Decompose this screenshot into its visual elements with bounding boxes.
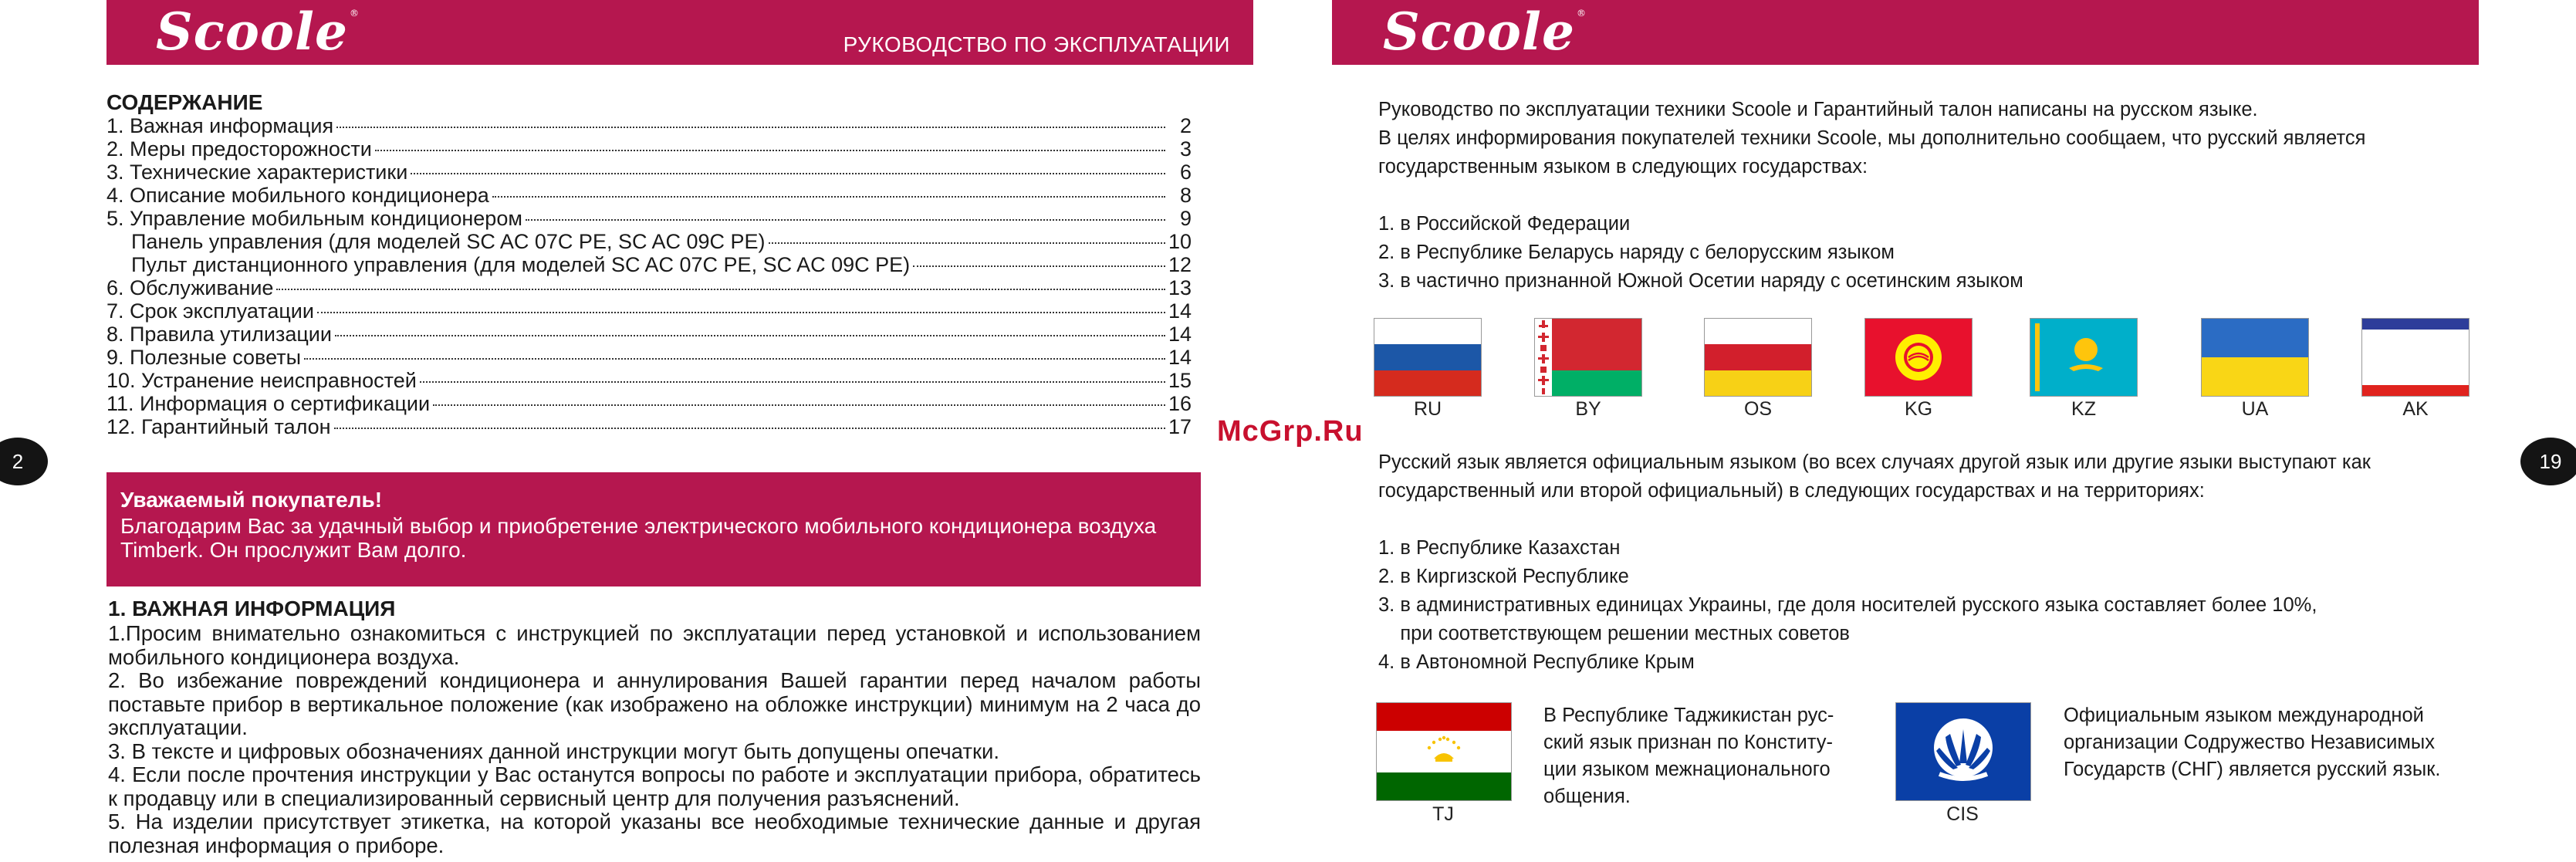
- list-item: 3. в частично признанной Южной Осетии наряду с осетинским языком: [1378, 270, 2023, 292]
- toc-row: [106, 392, 1192, 415]
- toc-label: 8. Правила утилизации: [106, 323, 332, 346]
- cis-note: [2064, 702, 2440, 783]
- list-item: при соответствующем решении местных советов: [1378, 623, 1850, 644]
- kazakhstan-flag-icon: [2030, 318, 2138, 397]
- greeting-title: Уважаемый покупатель!: [120, 488, 383, 512]
- text-line: Государств (СНГ) является русский язык.: [2064, 759, 2441, 780]
- toc-label: 7. Срок эксплуатации: [106, 299, 314, 323]
- belarus-flag-icon: [1534, 318, 1642, 397]
- toc-row: [106, 253, 1192, 276]
- flag-code: BY: [1575, 398, 1601, 420]
- brand-name: Scoole: [156, 2, 348, 62]
- list-item: 1. в Республике Казахстан: [1378, 537, 1621, 559]
- toc-page-number: 14: [1168, 299, 1192, 323]
- toc-label: 3. Технические характеристики: [106, 161, 408, 184]
- flag-code: TJ: [1432, 803, 1454, 825]
- toc-page-number: 13: [1168, 276, 1192, 299]
- toc-leader-dots: [336, 127, 1165, 128]
- south-ossetia-flag-icon: [1704, 318, 1812, 397]
- list-item: 3. в административных единицах Украины, где доля носителей русского языка составляет более 10%,: [1378, 594, 2317, 616]
- russia-flag-icon: [1374, 318, 1482, 397]
- paragraph: 2. Во избежание повреждений кондиционера и аннулирования Вашей гарантии перед началом работы поставьте прибор в вертикальное положение (как изображено на обложке инструкции) минимум на 2 часа до эксплуатации.: [108, 668, 1201, 739]
- toc-leader-dots: [492, 196, 1165, 198]
- section-title: 1. ВАЖНАЯ ИНФОРМАЦИЯ: [108, 597, 396, 620]
- toc-page-number: 3: [1179, 137, 1192, 161]
- intro-line: государственным языком в следующих государствах:: [1378, 156, 1868, 177]
- toc-row: [106, 346, 1192, 369]
- toc-leader-dots: [375, 150, 1165, 151]
- section-body: [108, 622, 1201, 857]
- page-number-left: 2: [0, 438, 48, 485]
- text-line: ции языком межнационального: [1543, 759, 1831, 780]
- toc-page-number: 6: [1179, 161, 1192, 184]
- right-header-banner: [1332, 0, 2479, 65]
- state-language-list: [1378, 210, 2023, 296]
- cis-flag-icon: [1895, 702, 2031, 801]
- paragraph: 5. На изделии присутствует этикетка, на которой указаны все необходимые технические данные и другая полезная информация о приборе.: [108, 810, 1201, 857]
- toc-leader-dots: [276, 289, 1165, 290]
- paragraph: 4. Если после прочтения инструкции у Вас останутся вопросы по работе и эксплуатации прибора, обратитесь к продавцу или в специализированный сервисный центр для получения разъяснений.: [108, 762, 1201, 810]
- toc-row: [106, 207, 1192, 230]
- toc-row: [106, 184, 1192, 207]
- toc-leader-dots: [913, 265, 1165, 267]
- toc-row: [106, 415, 1192, 438]
- greeting-box: [106, 472, 1201, 586]
- toc-label: 1. Важная информация: [106, 114, 334, 137]
- flag-code: RU: [1413, 398, 1442, 420]
- crimea-flag-icon: [2361, 318, 2470, 397]
- toc-page-number: 14: [1168, 323, 1192, 346]
- text-line: ский язык признан по Конститу-: [1543, 732, 1833, 753]
- paragraph: 1.Просим внимательно ознакомиться с инструкцией по эксплуатации перед установкой и использованием мобильного кондиционера воздуха.: [108, 621, 1201, 669]
- toc-row: [106, 137, 1192, 161]
- list-item: 4. в Автономной Республике Крым: [1378, 651, 1695, 673]
- toc-label: 11. Информация о сертификации: [106, 392, 431, 415]
- toc-label: 10. Устранение неисправностей: [106, 369, 417, 392]
- toc-page-number: 10: [1168, 230, 1192, 253]
- text-line: общения.: [1543, 786, 1631, 807]
- official-language-intro: [1378, 448, 2371, 505]
- toc-leader-dots: [526, 219, 1165, 221]
- intro-text: [1378, 96, 2365, 181]
- greeting-text: Благодарим Вас за удачный выбор и приобретение электрического мобильного кондиционера воздуха Timberk. Он прослужит Вам долго.: [120, 514, 1157, 562]
- text-line: государственный или второй официальный) в следующих государствах и на территориях:: [1378, 480, 2205, 502]
- toc-page-number: 16: [1168, 392, 1192, 415]
- tajikistan-flag-icon: [1376, 702, 1512, 801]
- toc-page-number: 14: [1168, 346, 1192, 369]
- intro-line: Руководство по эксплуатации техники Scoole и Гарантийный талон написаны на русском языке.: [1378, 99, 2258, 120]
- toc-leader-dots: [433, 404, 1165, 406]
- paragraph: 3. В тексте и цифровых обозначениях данной инструкции могут быть допущены опечатки.: [108, 739, 999, 763]
- text-line: организации Содружество Независимых: [2064, 732, 2436, 753]
- flag-code: KG: [1904, 398, 1933, 420]
- toc-row: [106, 230, 1192, 253]
- toc-leader-dots: [334, 428, 1165, 429]
- toc-label: 4. Описание мобильного кондиционера: [106, 184, 489, 207]
- toc-page-number: 2: [1179, 114, 1192, 137]
- toc-title: СОДЕРЖАНИЕ: [106, 90, 263, 114]
- flag-code: AK: [2402, 398, 2429, 420]
- left-header-banner: [106, 0, 1253, 65]
- intro-line: В целях информирования покупателей техники Scoole, мы дополнительно сообщаем, что русский является: [1378, 127, 2366, 149]
- flag-code: OS: [1743, 398, 1773, 420]
- brand-logo: [156, 2, 358, 62]
- toc-row: [106, 161, 1192, 184]
- brand-mark: ®: [1576, 8, 1587, 19]
- toc-label: 12. Гарантийный талон: [106, 415, 331, 438]
- text-line: Русский язык является официальным языком (во всех случаях другой язык или другие языки выступают как: [1378, 451, 2371, 473]
- toc-label: Пульт дистанционного управления (для моделей SC AC 07C PE, SC AC 09C PE): [131, 253, 911, 276]
- list-item: 2. в Киргизской Республике: [1378, 566, 1629, 587]
- flag-code: CIS: [1946, 803, 1979, 825]
- list-item: 1. в Российской Федерации: [1378, 213, 1631, 235]
- toc-leader-dots: [317, 312, 1165, 313]
- official-language-list: [1378, 534, 2317, 677]
- toc-row: [106, 323, 1192, 346]
- toc-label: 2. Меры предосторожности: [106, 137, 372, 161]
- watermark: McGrp.Ru: [1217, 415, 1364, 448]
- page-number-right: 19: [2520, 438, 2576, 485]
- toc-label: 9. Полезные советы: [106, 346, 301, 369]
- toc-row: [106, 299, 1192, 323]
- toc-leader-dots: [769, 242, 1165, 244]
- toc-leader-dots: [411, 173, 1165, 174]
- toc-page-number: 15: [1168, 369, 1192, 392]
- text-line: В Республике Таджикистан рус-: [1543, 705, 1834, 726]
- kyrgyzstan-flag-icon: [1864, 318, 1973, 397]
- toc-row: [106, 276, 1192, 299]
- toc-row: [106, 369, 1192, 392]
- toc-leader-dots: [304, 358, 1165, 360]
- brand-logo: [1383, 2, 1585, 62]
- toc-label: 6. Обслуживание: [106, 276, 274, 299]
- toc-label: Панель управления (для моделей SC AC 07C PE, SC AC 09C PE): [131, 230, 766, 253]
- ukraine-flag-icon: [2201, 318, 2309, 397]
- manual-title: РУКОВОДСТВО ПО ЭКСПЛУАТАЦИИ: [843, 32, 1230, 56]
- brand-name: Scoole: [1383, 2, 1575, 62]
- tajikistan-note: [1543, 702, 1834, 810]
- list-item: 2. в Республике Беларусь наряду с белорусским языком: [1378, 242, 1895, 263]
- flag-code: KZ: [2071, 398, 2096, 420]
- toc-page-number: 8: [1179, 184, 1192, 207]
- toc-page-number: 17: [1168, 415, 1192, 438]
- toc-leader-dots: [420, 381, 1165, 383]
- toc-leader-dots: [335, 335, 1165, 336]
- table-of-contents: [106, 114, 1192, 438]
- toc-page-number: 12: [1168, 253, 1192, 276]
- text-line: Официальным языком международной: [2064, 705, 2424, 726]
- flag-code: UA: [2241, 398, 2269, 420]
- toc-label: 5. Управление мобильным кондиционером: [106, 207, 522, 230]
- toc-page-number: 9: [1179, 207, 1192, 230]
- brand-mark: ®: [349, 8, 360, 19]
- toc-row: [106, 114, 1192, 137]
